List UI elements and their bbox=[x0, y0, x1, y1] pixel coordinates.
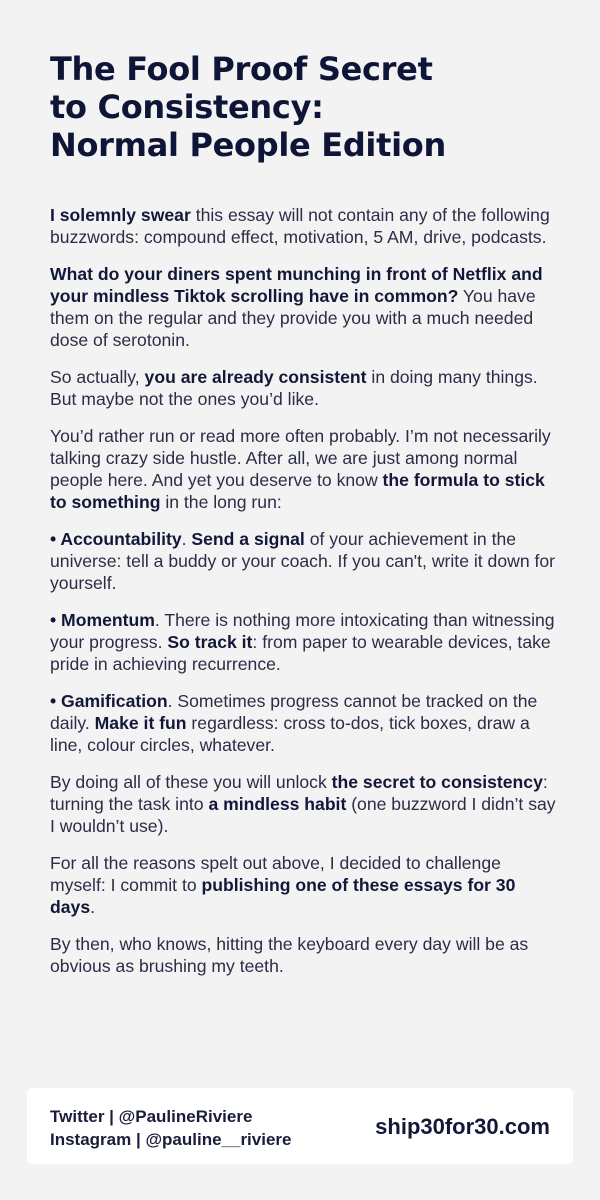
bullet-momentum bbox=[50, 609, 560, 675]
text: . Sometimes progress cannot be tracked on the daily. bbox=[50, 691, 538, 733]
emphasis: the secret to consistency bbox=[331, 772, 543, 792]
text: . There is nothing more intoxicating than witnessing your progress. bbox=[50, 610, 555, 652]
text: So actually, bbox=[50, 367, 145, 387]
page-title bbox=[50, 50, 570, 164]
text: You have them on the regular and they provide you with a much needed dose of serotonin. bbox=[50, 286, 536, 350]
emphasis: you are already consistent bbox=[144, 367, 367, 387]
essay-body bbox=[50, 204, 560, 992]
title-line-1: The Fool Proof Secret bbox=[50, 50, 433, 88]
emphasis: Send a signal bbox=[191, 529, 305, 549]
paragraph-consistent bbox=[50, 366, 560, 410]
text: For all the reasons spelt out above, I decided to challenge myself: I commit to bbox=[50, 853, 501, 895]
text: : from paper to wearable devices, take pride in achieving recurrence. bbox=[50, 632, 551, 674]
text: By then, who knows, hitting the keyboard every day will be as obvious as brushing my teeth. bbox=[50, 934, 529, 976]
website-link[interactable]: ship30for30.com bbox=[375, 1114, 550, 1139]
text: : turning the task into bbox=[50, 772, 548, 814]
text: of your achievement in the universe: tell a buddy or your coach. If you can't, write it down for yourself. bbox=[50, 529, 556, 593]
text: in the long run: bbox=[160, 492, 282, 512]
social-handles bbox=[50, 1105, 292, 1151]
paragraph-intro bbox=[50, 204, 560, 248]
text: (one buzzword I didn’t say I wouldn’t use). bbox=[50, 794, 556, 836]
bullet-heading: • Accountability bbox=[50, 529, 182, 549]
emphasis: publishing one of these essays for 30 days bbox=[50, 875, 516, 917]
bullet-heading: • Gamification bbox=[50, 691, 168, 711]
text: this essay will not contain any of the following buzzwords: compound effect, motivation, 5 AM, drive, podcasts. bbox=[50, 205, 550, 247]
emphasis: What do your diners spent munching in front of Netflix and your mindless Tiktok scrolling have in common? bbox=[50, 264, 543, 306]
paragraph-question bbox=[50, 263, 560, 351]
emphasis: the formula to stick to something bbox=[50, 470, 545, 512]
paragraph-challenge bbox=[50, 852, 560, 918]
emphasis: I solemnly swear bbox=[50, 205, 191, 225]
emphasis: Make it fun bbox=[94, 713, 187, 733]
paragraph-secret bbox=[50, 771, 560, 837]
twitter-handle[interactable]: Twitter | @PaulineRiviere bbox=[50, 1107, 253, 1126]
emphasis: So track it bbox=[167, 632, 253, 652]
text: regardless: cross to-dos, tick boxes, draw a line, colour circles, whatever. bbox=[50, 713, 530, 755]
instagram-handle[interactable]: Instagram | @pauline__riviere bbox=[50, 1130, 292, 1149]
emphasis: a mindless habit bbox=[208, 794, 347, 814]
text: . bbox=[90, 897, 95, 917]
paragraph-formula bbox=[50, 425, 560, 513]
text: . bbox=[181, 529, 192, 549]
bullet-accountability bbox=[50, 528, 560, 594]
footer-card bbox=[27, 1088, 573, 1164]
bullet-gamification bbox=[50, 690, 560, 756]
text: By doing all of these you will unlock bbox=[50, 772, 332, 792]
paragraph-closing bbox=[50, 933, 560, 977]
text: You’d rather run or read more often probably. I’m not necessarily talking crazy side hustle. After all, we are just among normal people here. And yet you deserve to know bbox=[50, 426, 551, 490]
title-line-2: to Consistency: bbox=[50, 88, 324, 126]
text: in doing many things. But maybe not the ones you’d like. bbox=[50, 367, 538, 409]
title-line-3: Normal People Edition bbox=[50, 126, 446, 164]
bullet-heading: • Momentum bbox=[50, 610, 155, 630]
